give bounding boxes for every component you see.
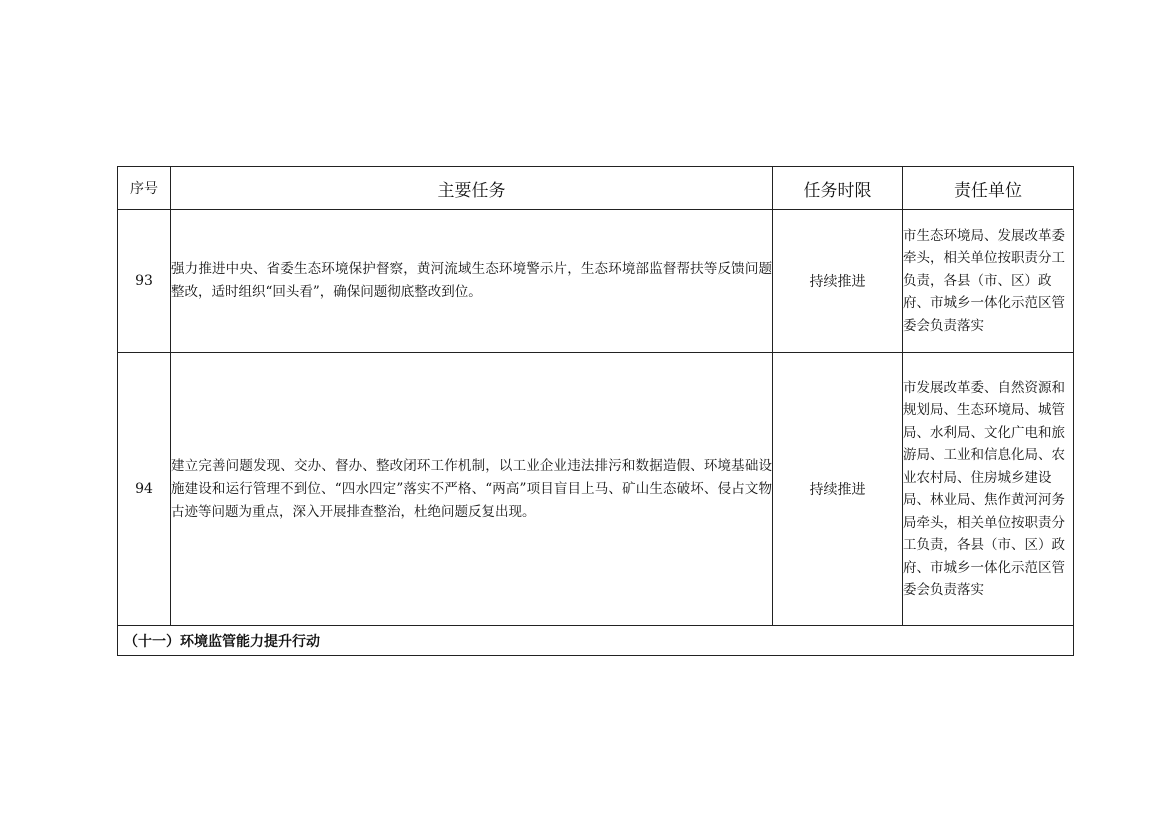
row-serial-number: 94 — [118, 353, 171, 626]
section-header-row — [118, 626, 1074, 656]
header-main-task: 主要任务 — [171, 167, 773, 210]
table-row — [118, 210, 1074, 353]
header-deadline: 任务时限 — [773, 167, 903, 210]
section-title: （十一）环境监管能力提升行动 — [118, 626, 1074, 656]
row-deadline: 持续推进 — [773, 353, 903, 626]
row-serial-number: 93 — [118, 210, 171, 353]
header-responsible-unit: 责任单位 — [903, 167, 1074, 210]
row-responsible-unit: 市生态环境局、发展改革委牵头，相关单位按职责分工负责，各县（市、区）政府、市城乡一体化示范区管委会负责落实 — [903, 210, 1074, 353]
table-row — [118, 353, 1074, 626]
row-deadline: 持续推进 — [773, 210, 903, 353]
table-header-row — [118, 167, 1074, 210]
header-serial-number: 序号 — [118, 167, 171, 210]
row-task: 建立完善问题发现、交办、督办、整改闭环工作机制，以工业企业违法排污和数据造假、环境基础设施建设和运行管理不到位、“四水四定”落实不严格、“两高”项目盲目上马、矿山生态破坏、侵占文物古迹等问题为重点，深入开展排查整治，杜绝问题反复出现。 — [171, 353, 773, 626]
row-task: 强力推进中央、省委生态环境保护督察，黄河流域生态环境警示片，生态环境部监督帮扶等反馈问题整改，适时组织“回头看”，确保问题彻底整改到位。 — [171, 210, 773, 353]
task-table — [117, 166, 1074, 656]
row-responsible-unit: 市发展改革委、自然资源和规划局、生态环境局、城管局、水利局、文化广电和旅游局、工业和信息化局、农业农村局、住房城乡建设局、林业局、焦作黄河河务局牵头，相关单位按职责分工负责，各县（市、区）政府、市城乡一体化示范区管委会负责落实 — [903, 353, 1074, 626]
